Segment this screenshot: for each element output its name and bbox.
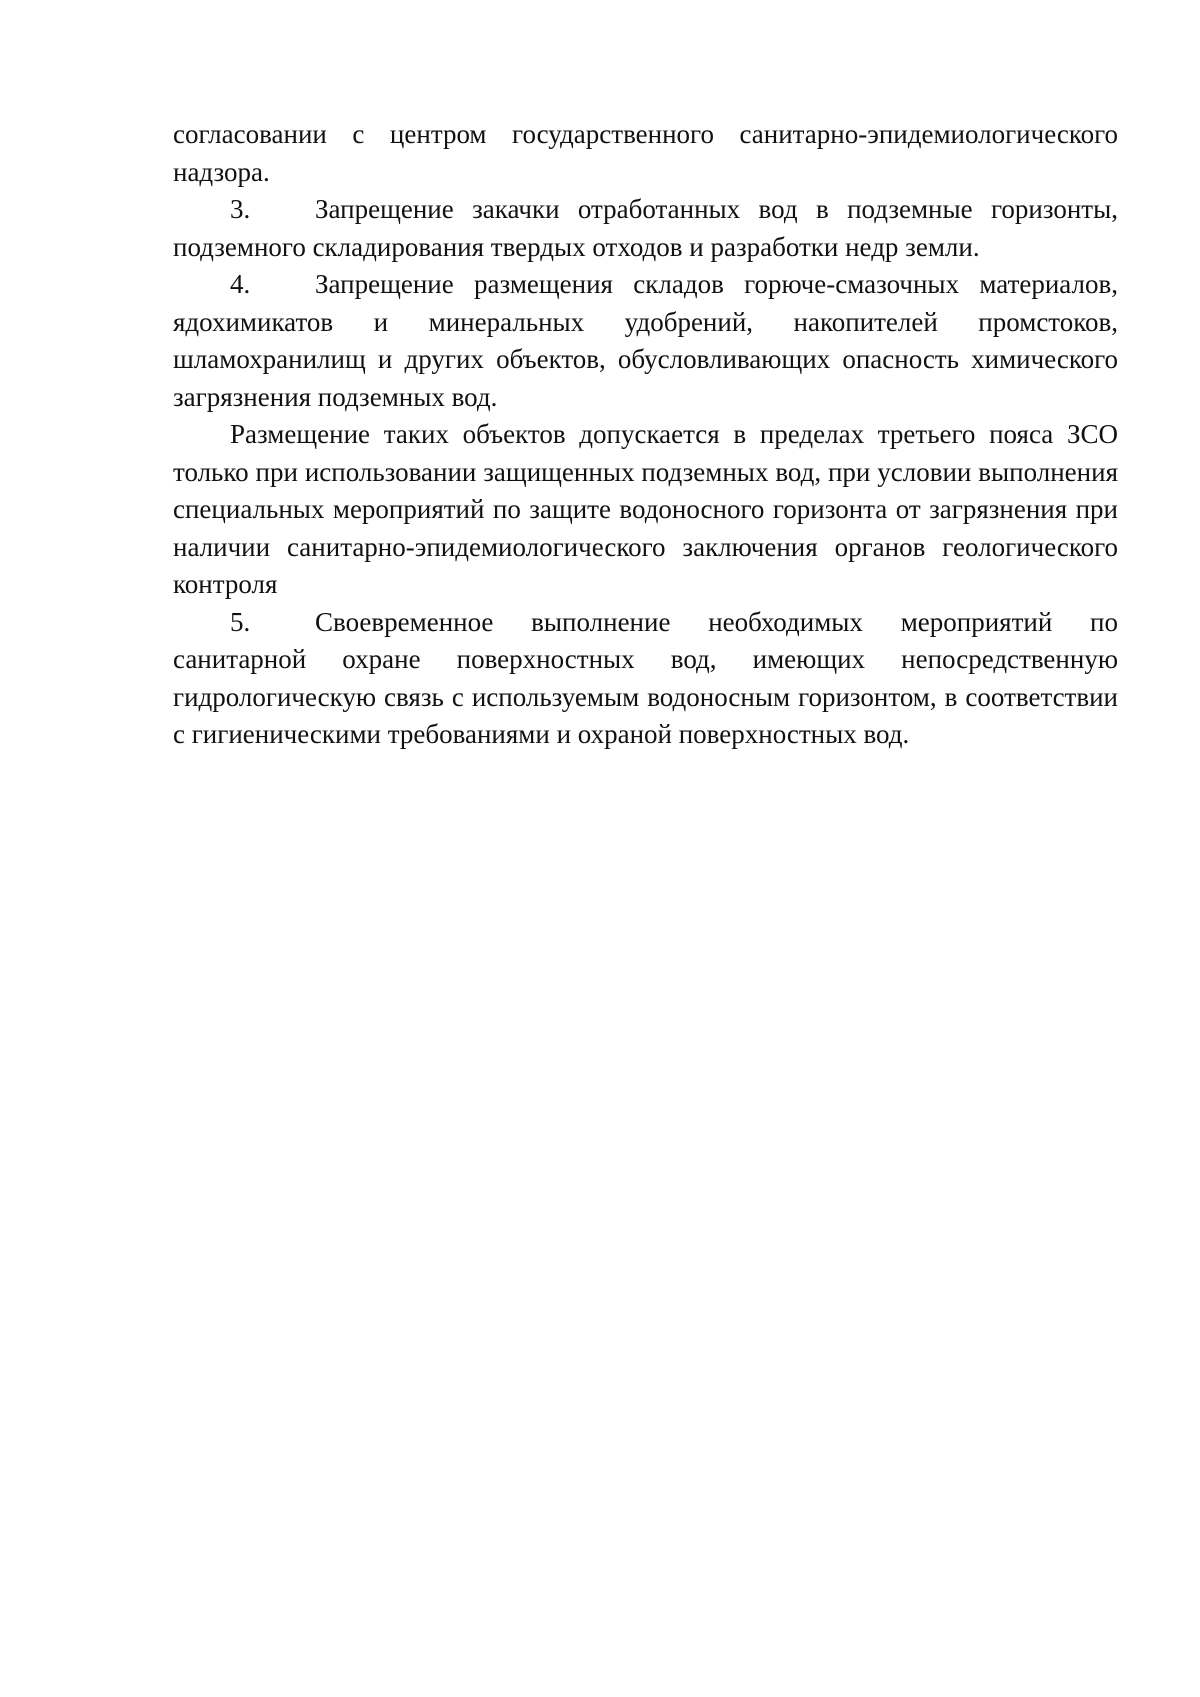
document-body	[173, 116, 1118, 754]
list-item-number: 5.	[230, 606, 251, 637]
list-item-3	[173, 191, 1118, 266]
list-item-4	[173, 266, 1118, 416]
list-item-text: Своевременное выполнение необходимых мероприятий по санитарной охране поверхностных вод, имеющих непосредственную гидрологическую связь с используемым водоносным горизонтом, в соответствии с гигиеническими требованиями и охраной поверхностных вод.	[173, 606, 1118, 749]
list-item-number: 4.	[230, 269, 251, 299]
paragraph-placement-conditions	[173, 416, 1118, 604]
list-item-text: Запрещение размещения складов горюче-смазочных материалов, ядохимикатов и минеральных удобрений, накопителей промстоков, шламохранилищ и других объектов, обусловливающих опасность химического загрязнения подземных вод.	[173, 269, 1118, 412]
paragraph-text: согласовании с центром государственного санитарно-эпидемиологического надзора.	[173, 119, 1118, 187]
list-item-text: Запрещение закачки отработанных вод в подземные горизонты, подземного складирования твердых отходов и разработки недр земли.	[173, 194, 1118, 262]
paragraph-continuation	[173, 116, 1118, 191]
paragraph-text: Размещение таких объектов допускается в пределах третьего пояса ЗСО только при использовании защищенных подземных вод, при условии выполнения специальных мероприятий по защите водоносного горизонта от загрязнения при наличии санитарно-эпидемиологического заключения органов геологического контроля	[173, 419, 1118, 599]
list-item-5	[173, 604, 1118, 754]
list-item-number: 3.	[230, 194, 251, 224]
